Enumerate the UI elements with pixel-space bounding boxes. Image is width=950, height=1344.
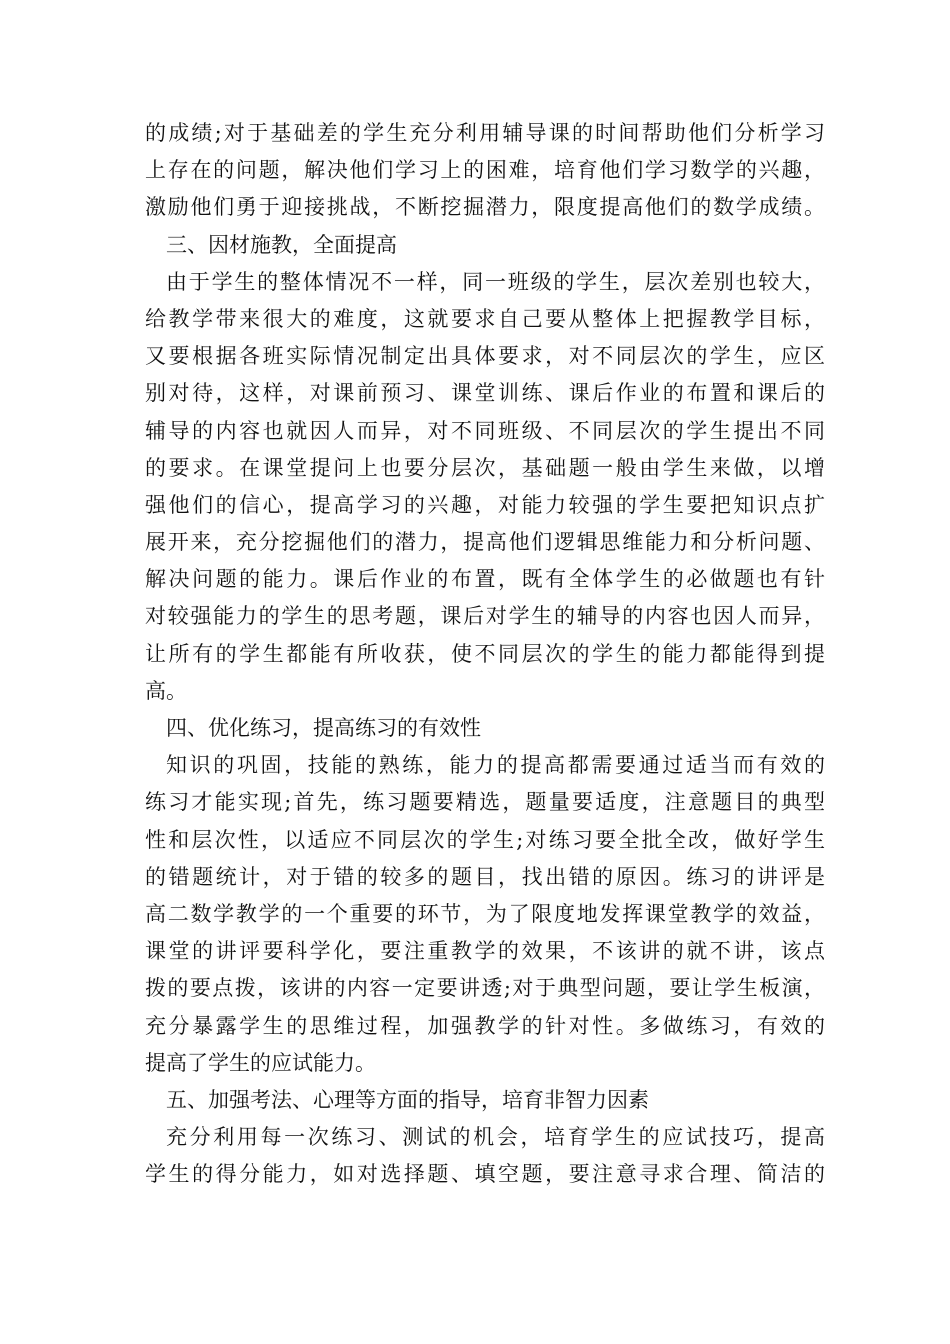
text-line: 拨的要点拨，该讲的内容一定要讲透;对于典型问题，要让学生板演， [145,976,825,1001]
text-line: 的成绩;对于基础差的学生充分利用辅导课的时间帮助他们分析学习 [145,121,825,145]
text-line: 对较强能力的学生的思考题，课后对学生的辅导的内容也因人而异， [145,604,825,629]
text-line: 别对待，这样，对课前预习、课堂训练、课后作业的布置和课后的 [145,381,825,406]
text-line: 充分利用每一次练习、测试的机会，培育学生的应试技巧，提高 [166,1125,825,1150]
text-line: 给教学带来很大的难度，这就要求自己要从整体上把握教学目标， [145,306,825,331]
text-line: 练习才能实现;首先，练习题要精选，题量要适度，注意题目的典型 [145,790,825,815]
text-line: 强他们的信心，提高学习的兴趣，对能力较强的学生要把知识点扩 [145,492,825,517]
text-line: 高二数学教学的一个重要的环节，为了限度地发挥课堂教学的效益， [145,901,825,926]
text-line: 上存在的问题，解决他们学习上的困难，培育他们学习数学的兴趣， [145,158,825,183]
text-line: 知识的巩固，技能的熟练，能力的提高都需要通过适当而有效的 [166,753,825,778]
document-body [145,115,825,1193]
text-line: 提高了学生的应试能力。 [145,1050,376,1075]
section-heading: 四、优化练习，提高练习的有效性 [166,716,481,740]
text-line: 展开来，充分挖掘他们的潜力，提高他们逻辑思维能力和分析问题、 [145,530,825,555]
text-line: 的错题统计，对于错的较多的题目，找出错的原因。练习的讲评是 [145,864,825,889]
text-line: 又要根据各班实际情况制定出具体要求，对不同层次的学生，应区 [145,344,825,369]
text-line: 由于学生的整体情况不一样，同一班级的学生，层次差别也较大， [166,269,825,294]
text-line: 课堂的讲评要科学化，要注重教学的效果，不该讲的就不讲，该点 [145,939,825,964]
text-line: 高。 [145,678,187,703]
text-line: 学生的得分能力，如对选择题、填空题，要注意寻求合理、简洁的 [145,1162,825,1187]
text-line: 的要求。在课堂提问上也要分层次，基础题一般由学生来做，以增 [145,455,825,480]
text-line: 辅导的内容也就因人而异，对不同班级、不同层次的学生提出不同 [145,418,825,443]
section-heading: 三、因材施教，全面提高 [166,232,397,257]
text-line: 充分暴露学生的思维过程，加强教学的针对性。多做练习，有效的 [145,1013,825,1038]
section-heading: 五、加强考法、心理等方面的指导，培育非智力因素 [166,1087,649,1112]
text-line: 性和层次性，以适应不同层次的学生;对练习要全批全改，做好学生 [145,827,825,852]
text-line: 解决问题的能力。课后作业的布置，既有全体学生的必做题也有针 [145,567,825,592]
text-line: 让所有的学生都能有所收获，使不同层次的学生的能力都能得到提 [145,641,825,666]
text-line: 激励他们勇于迎接挑战，不断挖掘潜力，限度提高他们的数学成绩。 [145,195,825,220]
